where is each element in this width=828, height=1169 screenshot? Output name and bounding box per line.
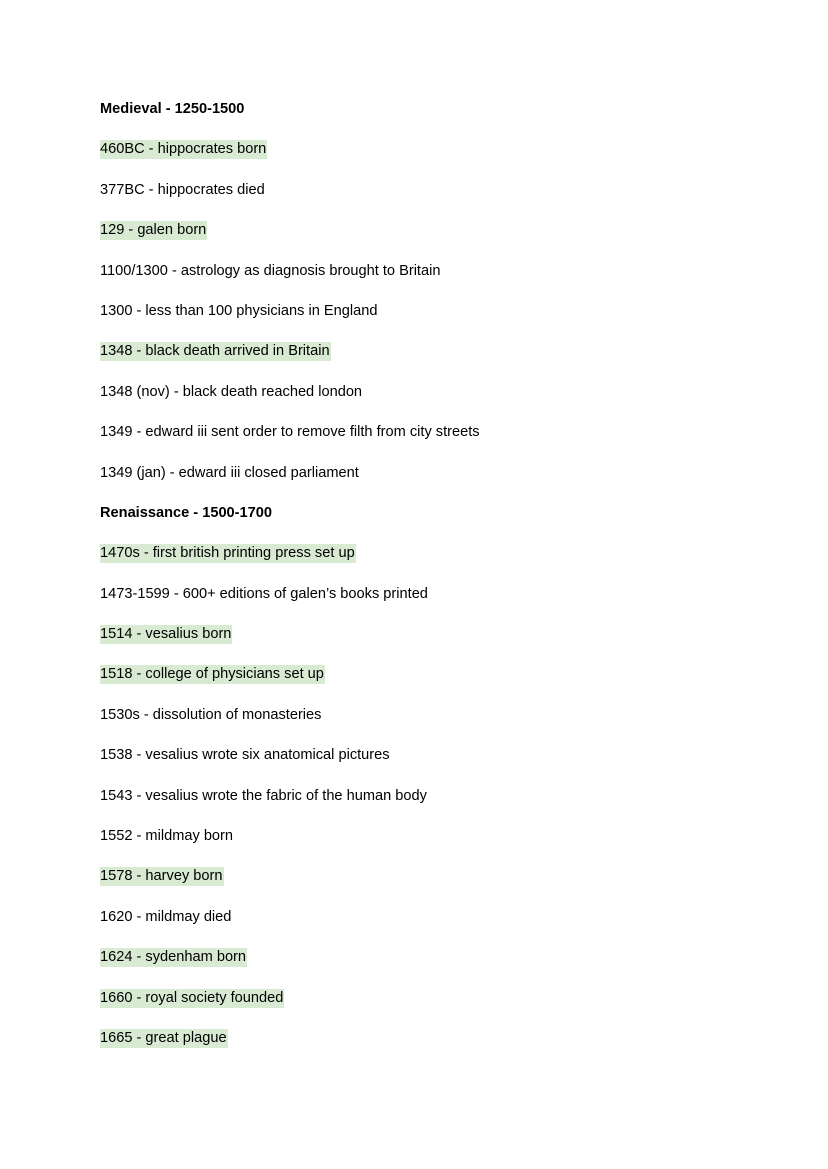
timeline-entry — [100, 664, 481, 704]
entry-text-highlighted: 460BC - hippocrates born — [100, 141, 267, 158]
timeline-entry — [100, 422, 481, 462]
timeline-entry — [100, 866, 481, 906]
timeline-entry — [100, 180, 481, 220]
entry-text-highlighted: 1665 - great plague — [100, 1029, 227, 1046]
document-body — [100, 99, 481, 1068]
entry-text-highlighted: 1514 - vesalius born — [100, 626, 232, 643]
entry-text: 377BC - hippocrates died — [100, 181, 265, 198]
entry-text: 1620 - mildmay died — [100, 908, 232, 925]
entry-text: 1538 - vesalius wrote six anatomical pictures — [100, 747, 390, 764]
entry-text-highlighted: 1578 - harvey born — [100, 868, 223, 885]
timeline-entry — [100, 139, 481, 179]
timeline-entry — [100, 301, 481, 341]
entry-text-highlighted: 1624 - sydenham born — [100, 949, 247, 966]
timeline-entry — [100, 261, 481, 301]
timeline-entry — [100, 826, 481, 866]
timeline-entry — [100, 543, 481, 583]
timeline-entry — [100, 745, 481, 785]
entry-text: 1552 - mildmay born — [100, 828, 234, 845]
entry-text-highlighted: 1660 - royal society founded — [100, 989, 284, 1006]
timeline-entry — [100, 988, 481, 1028]
entry-text: 1530s - dissolution of monasteries — [100, 706, 322, 723]
timeline-entry — [100, 1028, 481, 1068]
timeline-entry — [100, 947, 481, 987]
entry-text: 1349 (jan) - edward iii closed parliament — [100, 464, 359, 481]
entry-text: 1100/1300 - astrology as diagnosis brought to Britain — [100, 262, 441, 279]
entry-text: 1348 (nov) - black death reached london — [100, 383, 363, 400]
heading-text: Renaissance - 1500-1700 — [100, 504, 272, 521]
heading-text: Medieval - 1250-1500 — [100, 101, 245, 117]
timeline-entry — [100, 341, 481, 381]
timeline-entry — [100, 463, 481, 503]
section-heading-medieval — [100, 99, 481, 139]
timeline-entry — [100, 786, 481, 826]
entry-text-highlighted: 1470s - first british printing press set up — [100, 545, 355, 562]
entry-text: 1349 - edward iii sent order to remove filth from city streets — [100, 424, 480, 441]
timeline-entry — [100, 907, 481, 947]
entry-text: 1543 - vesalius wrote the fabric of the human body — [100, 787, 427, 804]
timeline-entry — [100, 220, 481, 260]
timeline-entry — [100, 624, 481, 664]
entry-text-highlighted: 1518 - college of physicians set up — [100, 666, 324, 683]
entry-text: 1473-1599 - 600+ editions of galen’s books printed — [100, 585, 428, 602]
timeline-entry — [100, 584, 481, 624]
section-heading-renaissance — [100, 503, 481, 543]
entry-text: 1300 - less than 100 physicians in England — [100, 302, 378, 319]
entry-text-highlighted: 1348 - black death arrived in Britain — [100, 343, 330, 360]
timeline-entry — [100, 705, 481, 745]
timeline-entry — [100, 382, 481, 422]
entry-text-highlighted: 129 - galen born — [100, 222, 207, 239]
